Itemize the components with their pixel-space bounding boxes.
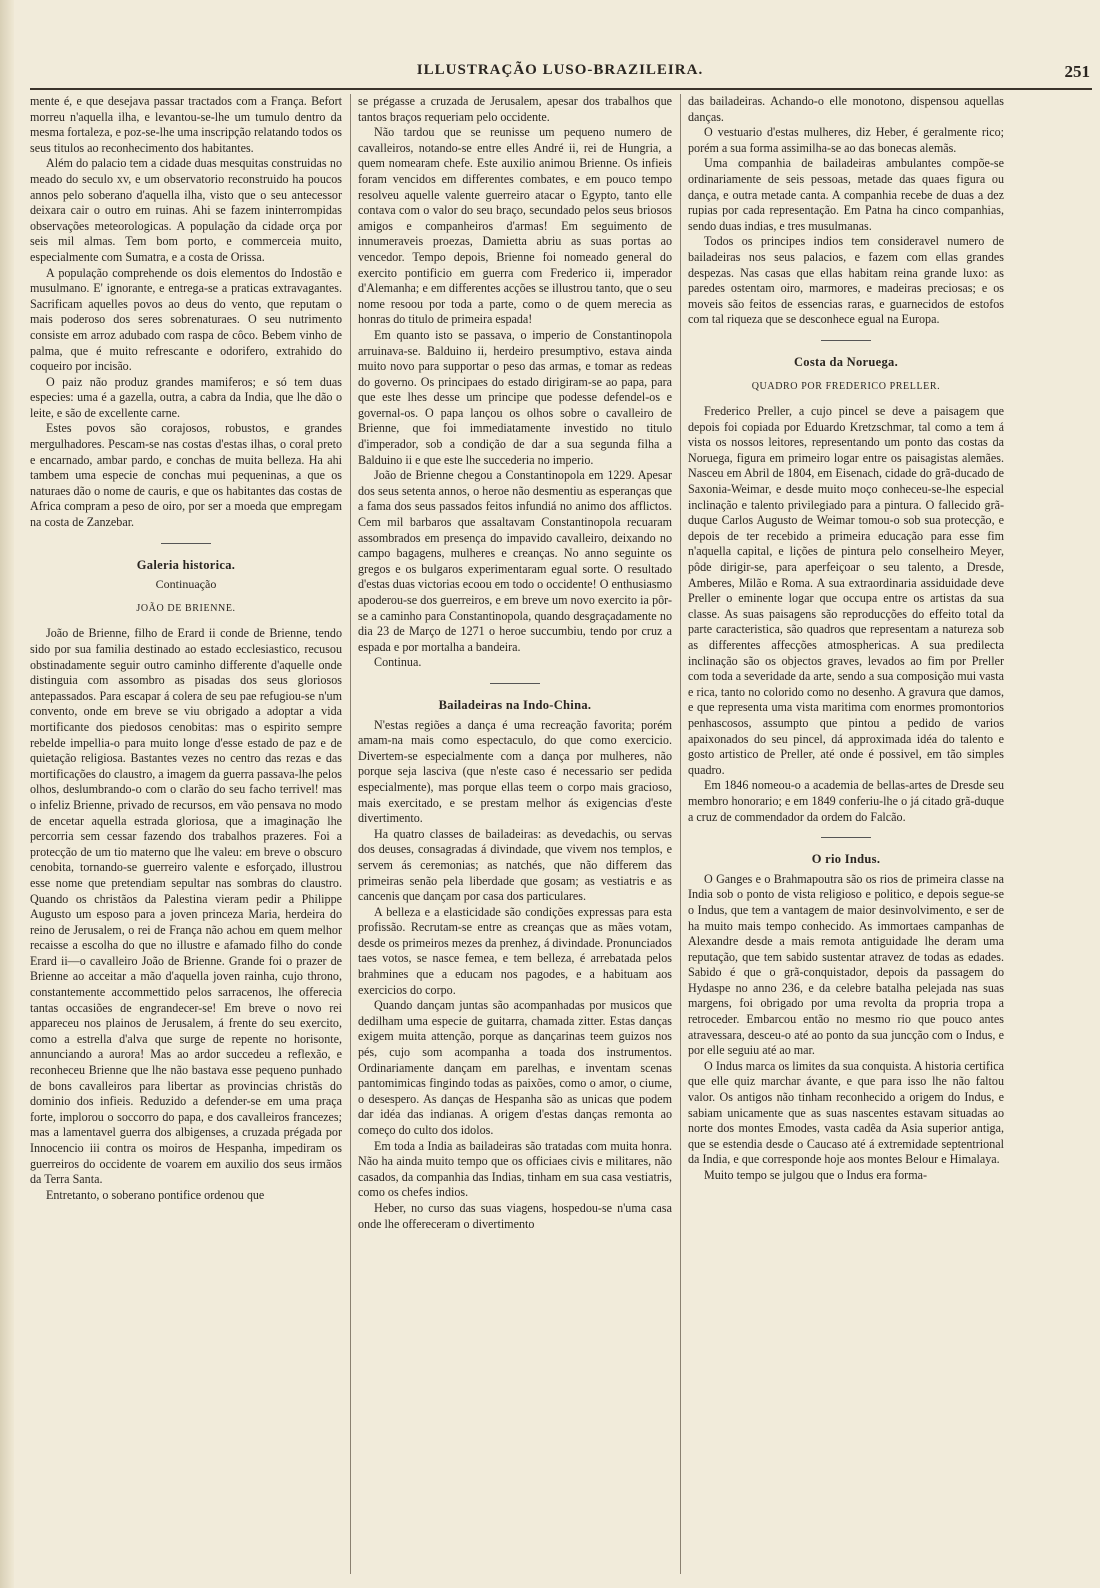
paragraph: Heber, no curso das suas viagens, hospedou-se n'uma casa onde lhe offereceram o divertimento	[358, 1200, 672, 1231]
section-separator	[161, 543, 211, 544]
paragraph: Ha quatro classes de bailadeiras: as devedachis, ou servas dos deuses, consagradas á divindade, que vivem nos templos, e servem ás ceremonias; as natchés, que não differem das primeiras senão pela liberdade que gosam; as vestiatris e as cancenis que dançam por casa dos particulares.	[358, 826, 672, 904]
binding-spine	[0, 0, 14, 1588]
column-3	[688, 94, 1004, 1574]
paragraph: João de Brienne, filho de Erard ii conde de Brienne, tendo sido por sua familia destinado ao estado ecclesiastico, recusou obstinadamente seguir outro caminho differente d'aquelle onde distinguia com assombro as pisadas dos seus gloriosos antepassados. Para escapar á colera de seu pae refugiou-se n'um convento, onde em breve se viu obrigado a adoptar a vida mortificante dos piedosos cenobitas: mas o espirito sempre rebelde impellia-o para muito longe d'esse estado de paz e de quietação religiosa. Bastantes vezes no centro das rezas e das mortificações do claustro, a imagem da guerra passava-lhe pelos olhos, deslumbrando-o com o clarão do seu facho terrivel! mas o infeliz Brienne, privado de recursos, em vão pensava no modo de encetar aquella estrada gloriosa, que a imaginação lhe percorria sem cessar fazendo dos trabalhos prazeres. Foi a protecção de um tio materno que lhe valeu: em breve o obscuro cenobita, tornando-se guerreiro valente e esforçado, illustrou esse nome que pretendiam sepultar nas sombras do claustro. Quando os christãos da Palestina vieram pedir a Philippe Augusto um esposo para a joven princeza Maria, herdeira do reino de Jerusalem, o rei de França não achou em quem melhor recaisse a escolha do que no illustre e afamado filho do conde Erard ii—o cavalleiro João de Brienne. Grande foi o prazer de Brienne ao acceitar a mão d'aquella joven rainha, cujo throno, constantemente accommettido pelos sarracenos, lhe offerecia tantas occasiões de engrandecer-se! Em breve o novo rei appareceu nos plainos de Jerusalem, á frente do seu exercito, como a estrella d'alva que surge de repente no horisonte, annunciando a aurora! Mas ao ardor succedeu a reflexão, e reconheceu Brienne que lhe não bastava esse pequeno punhado de bons cavalleiros para libertar as provincias christãs do dominio dos infieis. Reduzido a defender-se em uma praça forte, implorou o soccorro do papa, e dos cavalleiros francezes; mas a lamentavel guerra dos albigenses, a cruzada prégada por Innocencio iii contra os moiros de Hespanha, impediram os guerreiros do occidente de voarem em auxilio dos seus irmãos da Terra Santa.	[30, 626, 342, 1187]
section-subtitle: Continuação	[155, 577, 217, 592]
paragraph: Frederico Preller, a cujo pincel se deve a paisagem que depois foi copiada por Eduardo Kretzschmar, tal como a tem á vista os nossos leitores, representando um ponto das costas da Noruega, figura em primeiro logar entre os paisagistas alemães. Nasceu em Abril de 1804, em Eisenach, cidade do grã-ducado de Saxonia-Weimar, e desde muito moço conheceu-se-lhe especial inclinação e talento privilegiado para a pintura. O fallecido grã-duque Carlos Augusto de Weimar tomou-o sob sua protecção, e depois de ter recebido a primeira educação para esse fim n'aquella capital, e lições de pintura pelo conselheiro Meyer, pôde dirigir-se, para aperfeiçoar o seu talento, a Dresde, Amberes, Milão e Roma. A sua extraordinaria assiduidade deve Preller o eminente logar que occupa entre os artistas da sua classe. As suas paisagens são reproducções do effeito total da parte caracteristica, são quadros que representam a natureza sob as differentes affecções atmosphericas. A sua predilecta inclinação são os objectos graves, levados ao fim por Preller com toda a severidade da arte, sendo a sua composição mui vasta e rica, tanto no colorido como no desenho. A gravura que damos, e que representa uma vista maritima com enormes promontorios penhascosos, assumpto que pintou a pedido de varios apaixonados do seu pincel, dá approximada idéa do talento e gosto artistico de Preller, até onde é possivel, em tão simples quadro.	[688, 404, 1004, 777]
paragraph: O paiz não produz grandes mamiferos; e só tem duas especies: uma é a gazella, outra, a cabra da India, que lhe dão o leite, e são de excellente carne.	[30, 374, 342, 420]
article-heading: QUADRO POR FREDERICO PRELLER.	[751, 380, 941, 392]
page-header	[30, 62, 1090, 84]
section-title-noruega: Costa da Noruega.	[793, 354, 899, 369]
paragraph: O Indus marca os limites da sua conquista. A historia certifica que elle quiz marchar ávante, e que para isso lhe não faltou valor. Os antigos não tinham reconhecido a origem do Indus, e sabiam unicamente que as suas nascentes estavam situadas ao norte dos montes Emodes, vasta cadêa da Asia superior antiga, que se estendia desde o Caucaso até á extremidade septentrional da India, e que corresponde hoje aos montes Belour e Himalaya.	[688, 1058, 1004, 1167]
article-heading: JOÃO DE BRIENNE.	[136, 602, 236, 614]
section-separator	[490, 683, 540, 684]
paragraph: O Ganges e o Brahmapoutra são os rios de primeira classe na India sob o ponto de vista religioso e politico, e depois segue-se o Indus, que tem a vantagem de maior desinvolvimento, e ser de ha muito mais tempo conhecido. As immortaes campanhas de Alexandre desde a mais remota antiguidade lhe deram uma reputação, que tem sabido sustentar atravez de todas as edades. Sabido é que o grã-conquistador, depois da passagem do Hydaspe no anno 236, e da celebre batalha pelejada nas suas margens, foi obrigado por uma revolta da propria tropa a retroceder. Embarcou então no mesmo rio que pouco antes atravessara, desceu-o até ao ponto da sua juncção com o Indus, e por elle seguiu até ao mar.	[688, 871, 1004, 1058]
column-divider-2	[680, 94, 681, 1574]
publication-title: ILLUSTRAÇÃO LUSO-BRAZILEIRA.	[416, 62, 704, 78]
page-number: 251	[1064, 62, 1090, 81]
paragraph: Em quanto isto se passava, o imperio de Constantinopola arruinava-se. Balduino ii, herdeiro presumptivo, estava ainda muito novo para supportar o peso das armas, e tomar as redeas do governo. Os principaes do estado dirigiram-se ao papa, para que este lhes desse um principe que podesse defendel-os e governal-os. O papa lançou os olhos sobre o cavalleiro de Brienne, que foi immediatamente investido no titulo d'imperador, sob a condição de dar a sua segunda filha a Balduino ii e que este lhe succederia no imperio.	[358, 327, 672, 467]
paragraph: Entretanto, o soberano pontifice ordenou que	[46, 1187, 265, 1202]
paragraph: Não tardou que se reunisse um pequeno numero de cavalleiros, notando-se entre elles André ii, rei de Hungria, a quem nomearam chefe. Este auxilio animou Brienne. Os infieis foram vencidos em differentes combates, e em pouco tempo resolveu aquelle valente guerreiro atacar o Egypto, tanto elle contava com o valor do seu braço, secundado pelos seus briosos amigos e companheiros d'armas! Em seguimento de innumeraveis proezas, Damietta abriu as suas portas ao vencedor. Tempo depois, Brienne foi nomeado general do exercito pontificio em guerra com Frederico ii, imperador d'Alemanha; e em differentes acções se illustrou tanto, que o seu nome resoou por toda a parte, como o de quem merecia as honras do titulo de primeira espada!	[358, 125, 672, 327]
paragraph: N'estas regiões a dança é uma recreação favorita; porém amam-na mais como espectaculo, do que como exercicio. Divertem-se especialmente com a dança por mulheres, não porque seja lasciva (que n'este caso é necessario ser pedida especialmente), mas porque ellas teem o corpo mais gracioso, mais exercitado, e se prestam melhor ás exigencias d'este divertimento.	[358, 717, 672, 826]
section-separator	[821, 837, 871, 838]
column-1	[30, 94, 342, 1574]
continua-note: Continua.	[374, 655, 422, 670]
header-rule	[30, 88, 1092, 90]
paragraph: mente é, e que desejava passar tractados com a França. Befort morreu n'aquella ilha, e levantou-se-lhe um tumulo dentro da mesma fortaleza, e poz-se-lhe uma inscripção relatando todos os seus titulos ao reconhecimento dos habitantes.	[30, 94, 342, 155]
paragraph: Muito tempo se julgou que o Indus era forma-	[704, 1168, 928, 1182]
paragraph: Em toda a India as bailadeiras são tratadas com muita honra. Não ha ainda muito tempo que os officiaes civis e militares, não casados, da companhia das Indias, tinham em sua casa vestiatris, como os chefes indios.	[358, 1138, 672, 1200]
section-separator	[821, 340, 871, 341]
section-title-galeria: Galeria historica.	[136, 557, 236, 572]
column-divider-1	[350, 94, 351, 1574]
section-title-indus: O rio Indus.	[811, 852, 881, 867]
column-2	[358, 94, 672, 1574]
paragraph: Quando dançam juntas são acompanhadas por musicos que dedilham uma especie de guitarra, chamada zitter. Estas danças exigem muita attenção, porque as dançarinas teem guizos nos pés, cujo som acompanha a toada dos instrumentos. Ordinariamente dançam em parelhas, e inventam scenas pantomimicas fingindo todas as paixões, como o amor, o ciume, o desespero. As danças de Hespanha são as unicas que podem dar idéa das indianas. A origem d'estas danças remonta ao começo do culto dos idolos.	[358, 998, 672, 1137]
paragraph: A população comprehende os dois elementos do Indostão e musulmano. E' ignorante, e entrega-se a praticas extravagantes. Sacrificam aquelles povos ao deus do vento, que reputam o mais poderoso dos seres sobrenaturaes. O seu nutrimento consiste em arroz adubado com raspa de côco. Bebem vinho de palma, que é muito refrescante e odorifero, extrahido do coqueiro por incisão.	[30, 265, 342, 374]
paragraph: Todos os principes indios tem consideravel numero de bailadeiras nos seus palacios, e fazem com ellas grandes despezas. Nas casas que ellas habitam reina grande luxo: as paredes ostentam oiro, marmores, e madeiras preciosas; e os moveis são feitos de essencias raras, e guarnecidos de estofos com tal riqueza que se desconhece egual na Europa.	[688, 234, 1004, 327]
paragraph: Estes povos são corajosos, robustos, e grandes mergulhadores. Pescam-se nas costas d'estas ilhas, o coral preto e encarnado, ambar pardo, e conchas de muita belleza. Ha ahi tambem uma especie de conchas mui pequeninas, a que os naturaes dão o nome de cauris, e que os habitantes das costas de Africa compram a peso de oiro, por ser a moeda que empregam na costa de Zanzebar.	[30, 421, 342, 530]
paragraph: das bailadeiras. Achando-o elle monotono, dispensou aquellas danças.	[688, 94, 1004, 124]
paragraph: Uma companhia de bailadeiras ambulantes compõe-se ordinariamente de seis pessoas, metade das quaes figura ou dança, e outra metade canta. A companhia recebe de duas a dez rupias por cada representação. Em Patna ha cinco companhias, sendo duas indias, e tres musulmanas.	[688, 156, 1004, 233]
paragraph: Além do palacio tem a cidade duas mesquitas construidas no meado do seculo xv, e um observatorio reconstruido ha poucos annos pelo soberano d'aquella ilha, visto que o seu antecessor deixara cair o outro em ruinas. Ahi se fazem ininterrompidas observações meteorologicas. A população da cidade orça por seis mil almas. Tem bom porto, e commerceia muito, especialmente com Sumatra, e a costa de Orissa.	[30, 156, 342, 264]
paragraph: A belleza e a elasticidade são condições expressas para esta profissão. Recrutam-se entre as creanças que as mães votam, desde os primeiros mezes da prenhez, á divindade. Pronunciados taes votos, se nasce femea, e tem belleza, é arrebatada pelos brahmines que a educam nos pagodes, e a habituam aos exercicios do corpo.	[358, 904, 672, 997]
paragraph: João de Brienne chegou a Constantinopola em 1229. Apesar dos seus setenta annos, o heroe não desmentiu as esperanças que a fama dos seus passados feitos infundiá no animo dos afflictos. Cem mil barbaros que assaltavam Constantinopola recuaram assombrados em presença do impavido cavalleiro, deixando no campo bagagens, mulheres e creanças. No anno seguinte os gregos e os bulgaros experimentaram egual sorte. O resultado d'estas duas victorias ecoou em todo o occidente! O enthusiasmo apoderou-se dos guerreiros, e em breve um novo exercito ia pôr-se a caminho para Constantinopola, quando desgraçadamente no dia 23 de Março de 1271 o heroe succumbiu, tendo por cruz a espada e por mortalha a bandeira.	[358, 468, 672, 654]
paragraph: Em 1846 nomeou-o a academia de bellas-artes de Dresde seu membro honorario; e em 1849 conferiu-lhe o já citado grã-duque a cruz de commendador da ordem do Falcão.	[688, 778, 1004, 824]
paragraph: se prégasse a cruzada de Jerusalem, apesar dos trabalhos que tantos braços requeriam pelo occidente.	[358, 94, 672, 124]
section-title-bailadeiras: Bailadeiras na Indo-China.	[438, 697, 592, 712]
paragraph: O vestuario d'estas mulheres, diz Heber, é geralmente rico; porém a sua forma assimilha-se ao das bonecas alemãs.	[688, 125, 1004, 155]
